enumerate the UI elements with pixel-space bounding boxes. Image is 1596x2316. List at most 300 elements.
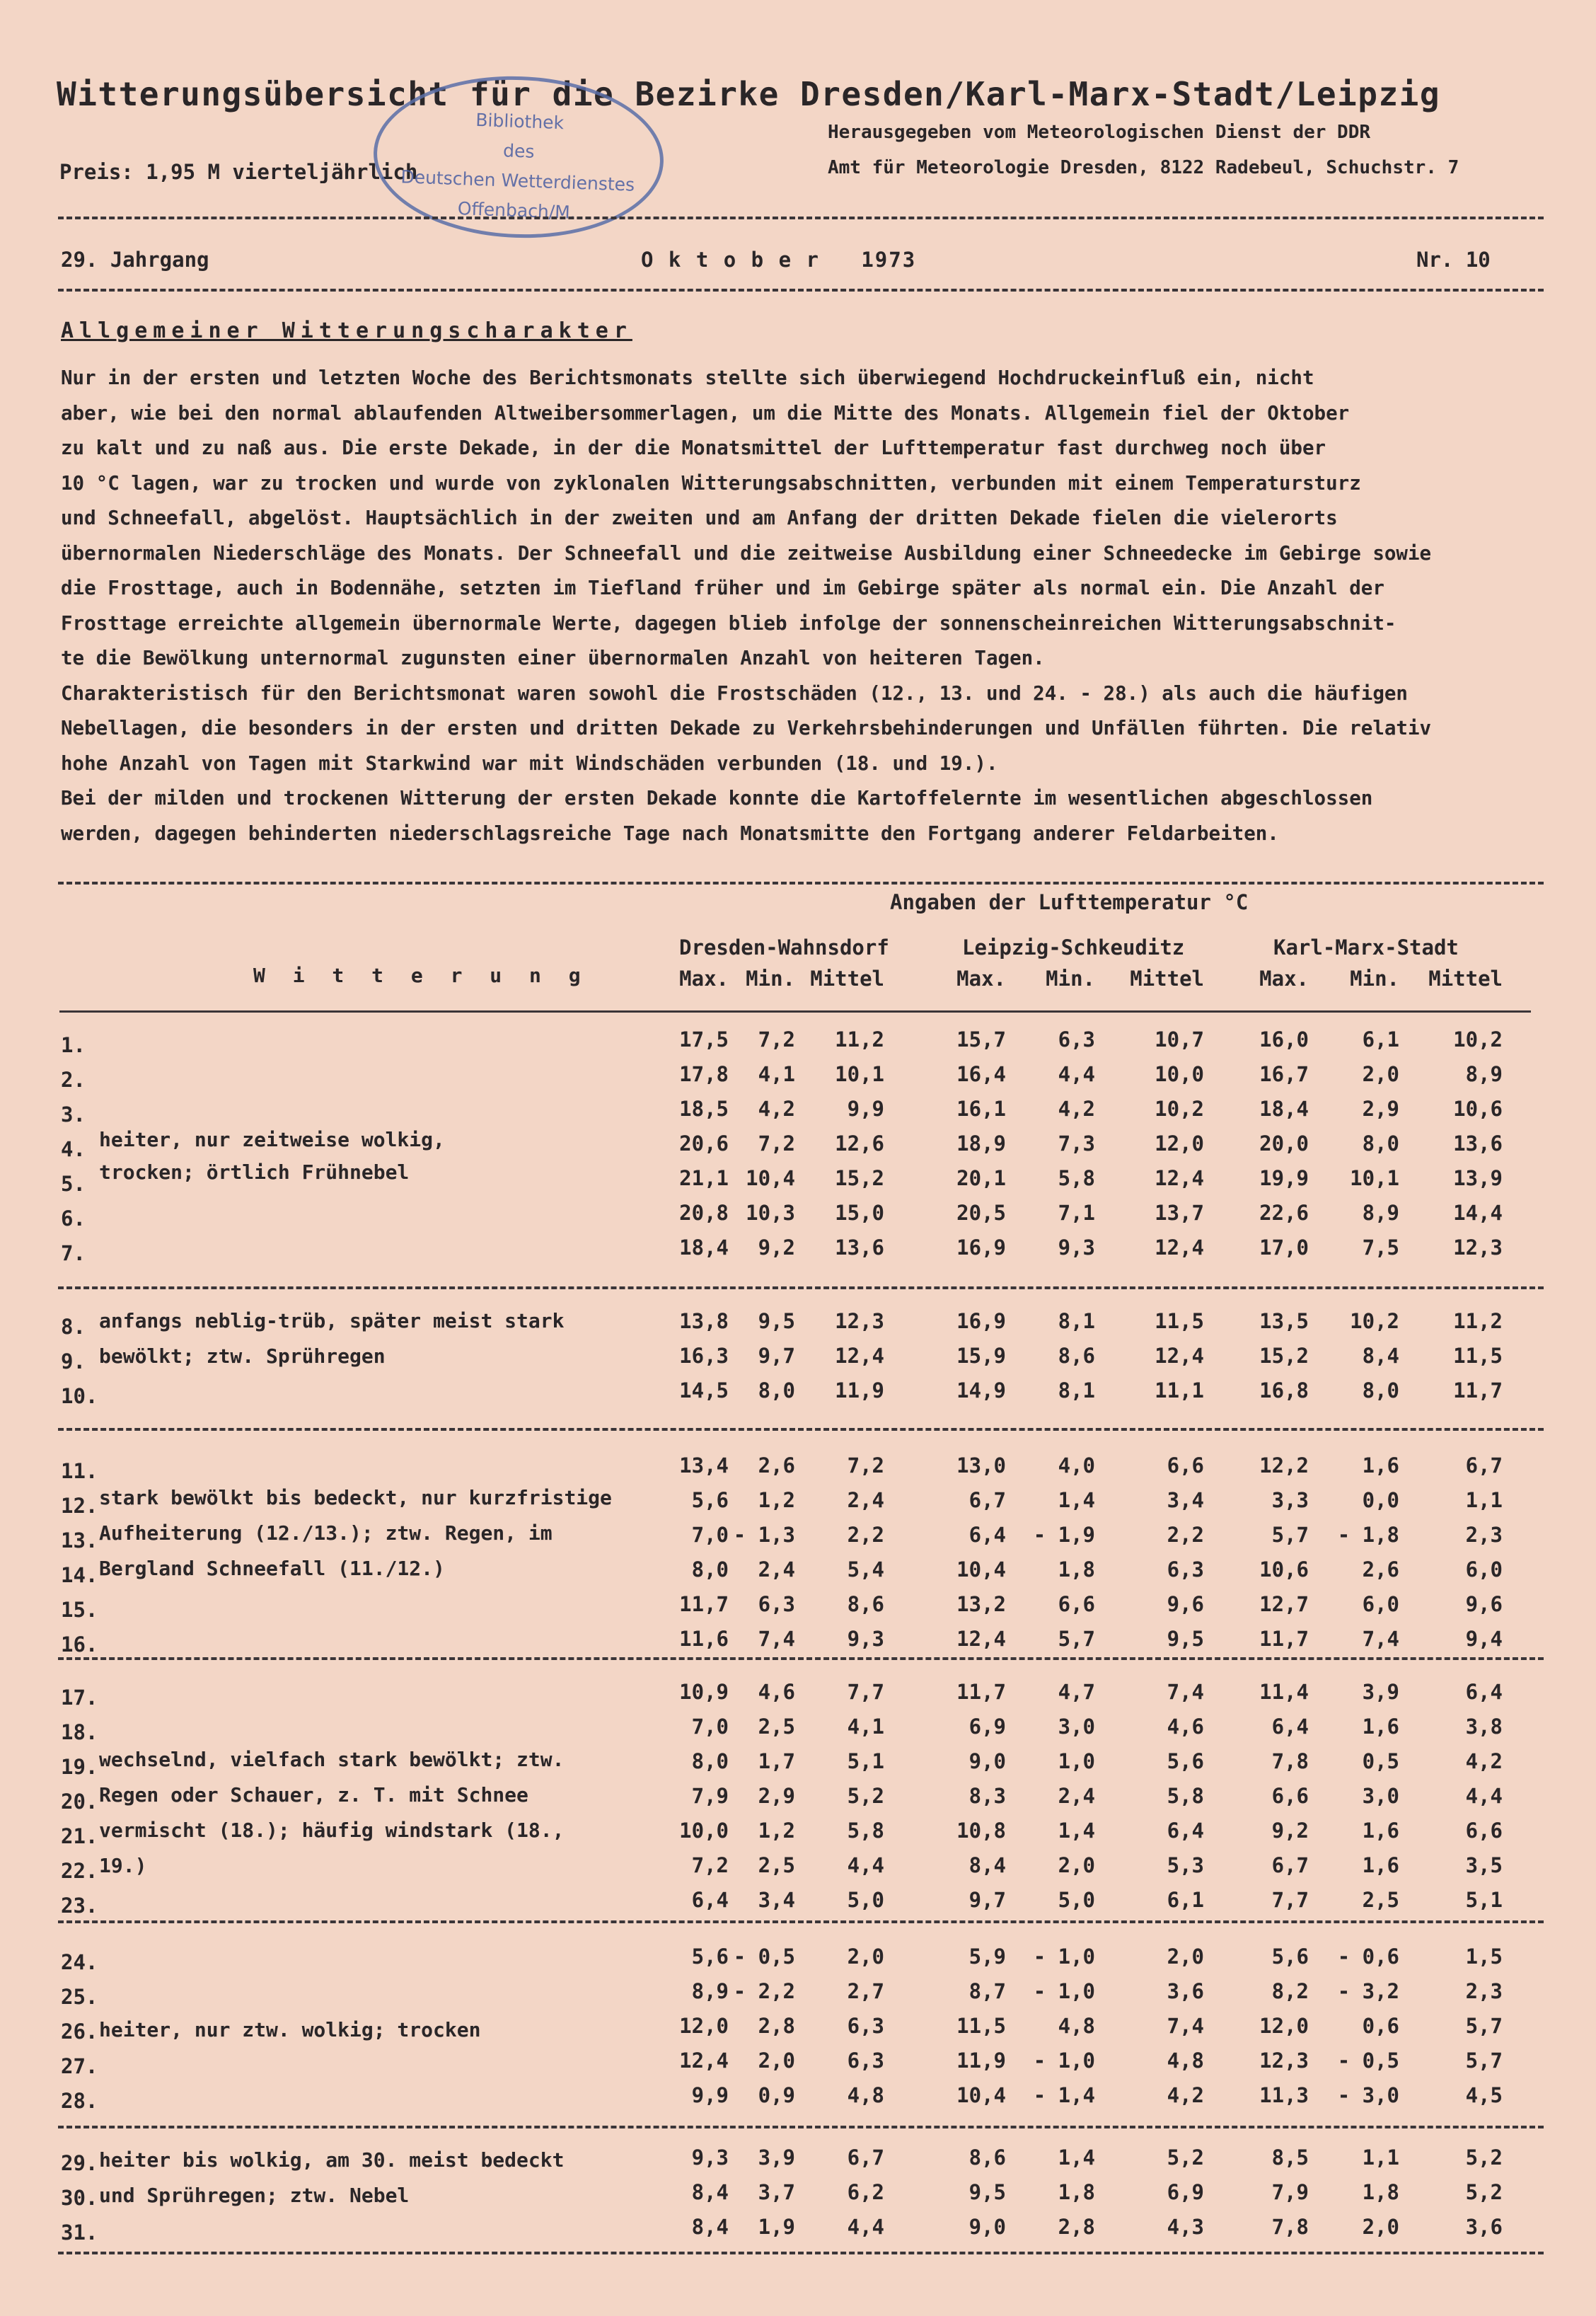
temperature-value: 8,0 (691, 1557, 729, 1582)
day-label: 21. (61, 1824, 98, 1848)
temperature-value: 11,7 (1453, 1378, 1503, 1402)
temperature-value: - 3,0 (1337, 2083, 1399, 2107)
temperature-value: 6,0 (1362, 1592, 1399, 1616)
temperature-value: 12,0 (1259, 2014, 1309, 2038)
temperature-value: 0,6 (1362, 2014, 1399, 2038)
temperature-value: 1,8 (1058, 2180, 1095, 2204)
temperature-value: 4,4 (847, 2215, 884, 2239)
temperature-value: 17,0 (1259, 1235, 1309, 1260)
temperature-value: 12,4 (835, 1344, 884, 1368)
day-label: 12. (61, 1494, 98, 1518)
temperature-value: 8,9 (1465, 1062, 1503, 1086)
temperature-value: 14,9 (956, 1378, 1006, 1402)
temperature-value: 5,6 (691, 1488, 729, 1512)
temperature-value: 1,4 (1058, 2145, 1095, 2170)
temperature-value: - 1,9 (1033, 1523, 1095, 1547)
temperature-value: 9,0 (968, 1749, 1006, 1773)
temperature-value: 7,0 (691, 1523, 729, 1547)
temperature-value: 5,6 (1271, 1945, 1309, 1969)
paragraph-line: Frosttage erreichte allgemein übernormale Werte, dagegen blieb infolge der sonnenscheinreichen Witterungsabschnit- (61, 611, 1396, 635)
temperature-value: 11,5 (956, 2014, 1006, 2038)
temperature-value: 11,6 (679, 1627, 729, 1651)
temperature-value: 10,2 (1350, 1309, 1399, 1333)
temperature-value: 10,6 (1453, 1097, 1503, 1121)
temperature-value: 5,0 (1058, 1888, 1095, 1912)
temperature-value: 2,6 (1362, 1557, 1399, 1582)
temperature-value: 2,5 (758, 1715, 795, 1739)
temperature-value: 8,1 (1058, 1309, 1095, 1333)
station-header: Dresden-Wahnsdorf (679, 935, 889, 960)
temperature-value: 5,2 (1465, 2145, 1503, 2170)
temperature-value: 12,4 (679, 2049, 729, 2073)
group-divider (58, 1920, 1544, 1923)
temperature-value: 8,5 (1271, 2145, 1309, 2170)
temperature-value: 4,8 (1167, 2049, 1204, 2073)
temperature-value: 12,3 (1453, 1235, 1503, 1260)
temperature-value: 7,2 (847, 1453, 884, 1477)
temperature-value: 10,0 (1155, 1062, 1204, 1086)
temperature-value: 8,9 (1362, 1201, 1399, 1225)
temperature-value: 2,6 (758, 1453, 795, 1477)
temperature-value: 16,1 (956, 1097, 1006, 1121)
temperature-value: - 3,2 (1337, 1979, 1399, 2003)
temperature-value: 9,3 (1058, 1235, 1095, 1260)
temperature-value: 18,4 (679, 1235, 729, 1260)
temperature-value: 11,2 (835, 1027, 884, 1052)
temperature-value: 3,5 (1465, 1853, 1503, 1877)
temperature-value: 0,5 (1362, 1749, 1399, 1773)
temperature-value: 8,3 (968, 1784, 1006, 1808)
temperature-value: 2,2 (1167, 1523, 1204, 1547)
temperature-value: 4,4 (847, 1853, 884, 1877)
temperature-value: 10,8 (956, 1819, 1006, 1843)
temperature-value: 7,9 (1271, 2180, 1309, 2204)
temperature-value: 5,7 (1465, 2014, 1503, 2038)
meta-divider (58, 289, 1544, 292)
temperature-value: 6,0 (1465, 1557, 1503, 1582)
temperature-value: 3,7 (758, 2180, 795, 2204)
temperature-value: 10,2 (1453, 1027, 1503, 1052)
witterung-label: W i t t e r u n g (253, 964, 589, 987)
weather-description: stark bewölkt bis bedeckt, nur kurzfristige (99, 1486, 612, 1509)
temperature-value: 6,6 (1271, 1784, 1309, 1808)
weather-description: trocken; örtlich Frühnebel (99, 1160, 410, 1184)
paragraph-line: und Schneefall, abgelöst. Hauptsächlich in der zweiten und am Anfang der dritten Dekade fielen die vielerorts (61, 507, 1338, 529)
temperature-value: 13,2 (956, 1592, 1006, 1616)
temperature-value: 5,7 (1465, 2049, 1503, 2073)
weather-description: heiter, nur zeitweise wolkig, (99, 1128, 445, 1151)
temperature-value: 3,3 (1271, 1488, 1309, 1512)
temperature-value: 11,7 (679, 1592, 729, 1616)
temperature-value: 4,0 (1058, 1453, 1095, 1477)
temperature-value: 7,9 (691, 1784, 729, 1808)
temperature-value: 2,7 (847, 1979, 884, 2003)
temperature-value: 10,6 (1259, 1557, 1309, 1582)
temperature-value: 9,3 (691, 2145, 729, 2170)
temperature-value: 0,9 (758, 2083, 795, 2107)
temperature-value: 7,2 (758, 1131, 795, 1156)
temperature-value: 9,3 (847, 1627, 884, 1651)
temperature-value: - 0,5 (733, 1945, 795, 1969)
temperature-value: 13,6 (1453, 1131, 1503, 1156)
temperature-value: 1,2 (758, 1819, 795, 1843)
paragraph-line: te die Bewölkung unternormal zugunsten einer übernormalen Anzahl von heiteren Tagen. (61, 647, 1045, 669)
temperature-value: 5,8 (847, 1819, 884, 1843)
temperature-value: 2,9 (1362, 1097, 1399, 1121)
day-label: 25. (61, 1985, 98, 2009)
weather-description: vermischt (18.); häufig windstark (18., (99, 1819, 565, 1842)
header-rule (59, 1010, 1531, 1013)
temperature-value: 4,8 (1058, 2014, 1095, 2038)
temperature-value: 5,2 (1167, 2145, 1204, 2170)
column-header: Min. (1046, 967, 1095, 991)
temperature-value: 5,9 (968, 1945, 1006, 1969)
temperature-value: 7,2 (691, 1853, 729, 1877)
temperature-value: 1,6 (1362, 1819, 1399, 1843)
temperature-value: 16,8 (1259, 1378, 1309, 1402)
temperature-value: 15,2 (1259, 1344, 1309, 1368)
weather-character-text (61, 361, 1532, 851)
temperature-value: 17,8 (679, 1062, 729, 1086)
temperature-value: 8,0 (1362, 1131, 1399, 1156)
day-label: 23. (61, 1894, 98, 1918)
temperature-value: 12,0 (1155, 1131, 1204, 1156)
temperature-value: 9,7 (758, 1344, 795, 1368)
temperature-value: 1,7 (758, 1749, 795, 1773)
temperature-value: 6,3 (847, 2014, 884, 2038)
weather-description: Regen oder Schauer, z. T. mit Schnee (99, 1783, 528, 1807)
temperature-value: 4,4 (1465, 1784, 1503, 1808)
day-label: 8. (61, 1315, 86, 1339)
day-label: 2. (61, 1068, 86, 1092)
temperature-value: - 1,3 (733, 1523, 795, 1547)
temperature-value: 7,7 (847, 1680, 884, 1704)
temperature-value: 20,8 (679, 1201, 729, 1225)
temperature-value: 9,6 (1465, 1592, 1503, 1616)
temperature-value: 16,9 (956, 1309, 1006, 1333)
temperature-value: 6,1 (1167, 1888, 1204, 1912)
temperature-value: - 2,2 (733, 1979, 795, 2003)
column-header: Mittel (810, 967, 884, 991)
temperature-value: - 1,0 (1033, 2049, 1095, 2073)
temperature-value: 6,4 (1167, 1819, 1204, 1843)
temperature-value: 6,9 (968, 1715, 1006, 1739)
temperature-value: 12,3 (1259, 2049, 1309, 2073)
temperature-value: 4,2 (1058, 1097, 1095, 1121)
weather-description: und Sprühregen; ztw. Nebel (99, 2184, 410, 2207)
temperature-value: 6,4 (1271, 1715, 1309, 1739)
temperature-value: - 0,5 (1337, 2049, 1399, 2073)
temperature-value: 12,6 (835, 1131, 884, 1156)
temperature-value: 2,4 (1058, 1784, 1095, 1808)
temperature-value: 18,5 (679, 1097, 729, 1121)
header-divider (58, 217, 1544, 219)
temperature-value: 11,4 (1259, 1680, 1309, 1704)
temperature-value: 6,4 (1465, 1680, 1503, 1704)
temperature-value: 16,0 (1259, 1027, 1309, 1052)
paragraph-line: Nur in der ersten und letzten Woche des Berichtsmonats stellte sich überwiegend Hochdruckeinfluß ein, nicht (61, 367, 1314, 389)
temperature-value: 9,5 (758, 1309, 795, 1333)
temperature-value: 13,8 (679, 1309, 729, 1333)
temperature-value: 11,5 (1155, 1309, 1204, 1333)
temperature-value: 1,2 (758, 1488, 795, 1512)
temperature-value: 3,4 (1167, 1488, 1204, 1512)
temperature-value: 1,4 (1058, 1488, 1095, 1512)
weather-description: 19.) (99, 1854, 147, 1877)
paragraph-line: Charakteristisch für den Berichtsmonat waren sowohl die Frostschäden (12., 13. und 24. - 28.) als auch die häufigen (61, 681, 1408, 705)
issue-month: O k t o b e r 1973 (641, 248, 917, 272)
paragraph-line: übernormalen Niederschläge des Monats. Der Schneefall und die zeitweise Ausbildung einer Schneedecke im Gebirge sowie (61, 541, 1432, 565)
temperature-value: - 1,0 (1033, 1945, 1095, 1969)
day-label: 30. (61, 2186, 98, 2210)
temperature-value: 13,7 (1155, 1201, 1204, 1225)
day-label: 10. (61, 1384, 98, 1408)
temperature-value: 3,6 (1465, 2215, 1503, 2239)
temperature-value: 7,1 (1058, 1201, 1095, 1225)
temperature-value: 6,7 (1465, 1453, 1503, 1477)
temperature-value: 2,5 (1362, 1888, 1399, 1912)
day-label: 15. (61, 1598, 98, 1622)
temperature-value: 1,4 (1058, 1819, 1095, 1843)
temperature-value: 7,4 (758, 1627, 795, 1651)
temperature-value: 12,4 (1155, 1166, 1204, 1190)
temperature-value: 7,2 (758, 1027, 795, 1052)
temperature-value: 7,8 (1271, 1749, 1309, 1773)
temperature-value: 10,1 (1350, 1166, 1399, 1190)
paragraph-line: Nebellagen, die besonders in der ersten und dritten Dekade zu Verkehrsbehinderungen und Unfällen führten. Die relativ (61, 717, 1432, 739)
weather-description: anfangs neblig-trüb, später meist stark (99, 1309, 565, 1332)
temperature-value: 2,0 (1362, 1062, 1399, 1086)
temperature-value: 1,1 (1465, 1488, 1503, 1512)
temperature-value: 10,9 (679, 1680, 729, 1704)
temperature-value: 2,4 (847, 1488, 884, 1512)
temperature-value: 8,0 (691, 1749, 729, 1773)
temperature-value: 4,1 (847, 1715, 884, 1739)
temperature-value: 6,9 (1167, 2180, 1204, 2204)
temperature-value: 2,0 (1362, 2215, 1399, 2239)
temperature-value: 5,7 (1271, 1523, 1309, 1547)
weather-description: heiter bis wolkig, am 30. meist bedeckt (99, 2148, 565, 2172)
column-header: Max. (679, 967, 729, 991)
temperature-value: 5,2 (847, 1784, 884, 1808)
station-header: Karl-Marx-Stadt (1273, 935, 1459, 960)
temperature-value: 2,8 (1058, 2215, 1095, 2239)
temperature-value: 11,7 (1259, 1627, 1309, 1651)
weather-description: Aufheiterung (12./13.); ztw. Regen, im (99, 1521, 553, 1545)
temperature-value: 5,3 (1167, 1853, 1204, 1877)
temperature-value: 2,9 (758, 1784, 795, 1808)
temperature-value: 8,6 (968, 2145, 1006, 2170)
temperature-value: 5,7 (1058, 1627, 1095, 1651)
section-heading: Allgemeiner Witterungscharakter (61, 318, 632, 343)
temperature-value: 1,0 (1058, 1749, 1095, 1773)
day-label: 4. (61, 1137, 86, 1161)
day-label: 18. (61, 1720, 98, 1744)
temperature-value: 12,4 (956, 1627, 1006, 1651)
temperature-value: 1,6 (1362, 1853, 1399, 1877)
temperature-value: 12,4 (1155, 1344, 1204, 1368)
temperature-value: 18,4 (1259, 1097, 1309, 1121)
temperature-value: 9,5 (968, 2180, 1006, 2204)
stamp-line-4: Offenbach/M. (457, 198, 577, 223)
weather-description: Bergland Schneefall (11./12.) (99, 1557, 445, 1580)
temperature-value: 4,2 (758, 1097, 795, 1121)
temperature-value: 4,4 (1058, 1062, 1095, 1086)
temperature-value: 5,1 (1465, 1888, 1503, 1912)
temperature-value: 16,9 (956, 1235, 1006, 1260)
weather-description: bewölkt; ztw. Sprühregen (99, 1344, 386, 1368)
temperature-value: 11,2 (1453, 1309, 1503, 1333)
group-divider (58, 2252, 1544, 2254)
temperature-value: 3,6 (1167, 1979, 1204, 2003)
temperature-value: 2,0 (1167, 1945, 1204, 1969)
temperature-value: 6,3 (1058, 1027, 1095, 1052)
temperature-value: 10,7 (1155, 1027, 1204, 1052)
column-header: Max. (1259, 967, 1309, 991)
temperature-value: 2,0 (1058, 1853, 1095, 1877)
temperature-value: 2,0 (847, 1945, 884, 1969)
temperature-value: 9,6 (1167, 1592, 1204, 1616)
temperature-value: 8,9 (691, 1979, 729, 2003)
temperature-value: 6,4 (691, 1888, 729, 1912)
day-label: 28. (61, 2089, 98, 2113)
temperature-value: 3,9 (758, 2145, 795, 2170)
temperature-value: 7,4 (1167, 1680, 1204, 1704)
volume-label: 29. Jahrgang (61, 248, 209, 272)
day-label: 27. (61, 2054, 98, 2078)
temperature-value: 17,5 (679, 1027, 729, 1052)
temperature-value: 12,0 (679, 2014, 729, 2038)
column-header: Max. (956, 967, 1006, 991)
temperature-value: 5,8 (1167, 1784, 1204, 1808)
temperature-value: 16,7 (1259, 1062, 1309, 1086)
temperature-value: 6,2 (847, 2180, 884, 2204)
temperature-value: 18,9 (956, 1131, 1006, 1156)
temperature-value: 21,1 (679, 1166, 729, 1190)
temperature-value: 10,2 (1155, 1097, 1204, 1121)
temperature-value: 8,6 (1058, 1344, 1095, 1368)
day-label: 6. (61, 1206, 86, 1231)
temperature-value: 9,2 (1271, 1819, 1309, 1843)
stamp-line-2: des (502, 140, 535, 162)
paragraph-line: aber, wie bei den normal ablaufenden Altweibersommerlagen, um die Mitte des Monats. Allgemein fiel der Oktober (61, 401, 1350, 425)
temperature-value: 6,7 (1271, 1853, 1309, 1877)
temperature-value: 4,1 (758, 1062, 795, 1086)
temperature-value: 20,0 (1259, 1131, 1309, 1156)
temperature-value: 2,2 (847, 1523, 884, 1547)
temperature-value: 15,2 (835, 1166, 884, 1190)
temperature-value: 16,3 (679, 1344, 729, 1368)
temperature-heading: Angaben der Lufttemperatur °C (890, 890, 1249, 914)
day-label: 22. (61, 1859, 98, 1883)
temperature-value: 14,5 (679, 1378, 729, 1402)
temperature-value: 11,3 (1259, 2083, 1309, 2107)
stamp-line-3: Deutschen Wetterdienstes (400, 166, 635, 195)
temperature-value: 3,8 (1465, 1715, 1503, 1739)
weather-description: heiter, nur ztw. wolkig; trocken (99, 2018, 481, 2041)
day-label: 13. (61, 1528, 98, 1552)
temperature-value: - 1,0 (1033, 1979, 1095, 2003)
temperature-value: 6,6 (1465, 1819, 1503, 1843)
temperature-value: 11,9 (956, 2049, 1006, 2073)
temperature-value: 12,4 (1155, 1235, 1204, 1260)
temperature-value: 3,0 (1362, 1784, 1399, 1808)
temperature-value: 5,6 (1167, 1749, 1204, 1773)
temperature-value: 1,8 (1362, 2180, 1399, 2204)
temperature-value: 6,6 (1167, 1453, 1204, 1477)
temperature-value: 4,2 (1167, 2083, 1204, 2107)
temperature-value: 5,8 (1058, 1166, 1095, 1190)
column-header: Min. (1350, 967, 1399, 991)
temperature-value: 7,8 (1271, 2215, 1309, 2239)
day-label: 31. (61, 2220, 98, 2245)
temperature-value: 20,6 (679, 1131, 729, 1156)
temperature-value: 6,7 (968, 1488, 1006, 1512)
paragraph-line: Bei der milden und trockenen Witterung der ersten Dekade konnte die Kartoffelernte im wesentlichen abgeschlossen (61, 787, 1373, 810)
temperature-value: 7,4 (1167, 2014, 1204, 2038)
temperature-value: 13,5 (1259, 1309, 1309, 1333)
temperature-value: 8,6 (847, 1592, 884, 1616)
temperature-value: 7,5 (1362, 1235, 1399, 1260)
temperature-value: 3,4 (758, 1888, 795, 1912)
group-divider (58, 1428, 1544, 1431)
temperature-value: 4,2 (1465, 1749, 1503, 1773)
temperature-value: 15,9 (956, 1344, 1006, 1368)
paragraph-line: hohe Anzahl von Tagen mit Starkwind war mit Windschäden verbunden (18. und 19.). (61, 751, 998, 775)
temperature-value: 5,6 (691, 1945, 729, 1969)
temperature-value: 9,9 (691, 2083, 729, 2107)
station-header: Leipzig-Schkeuditz (962, 935, 1185, 960)
stamp-line-1: Bibliothek (475, 109, 565, 134)
temperature-value: 9,7 (968, 1888, 1006, 1912)
temperature-value: 5,0 (847, 1888, 884, 1912)
temperature-value: 5,4 (847, 1557, 884, 1582)
temperature-value: 4,6 (1167, 1715, 1204, 1739)
temperature-value: 9,4 (1465, 1627, 1503, 1651)
temperature-value: 4,7 (1058, 1680, 1095, 1704)
day-label: 11. (61, 1459, 98, 1483)
temperature-value: 7,4 (1362, 1627, 1399, 1651)
group-divider (58, 1657, 1544, 1660)
day-label: 19. (61, 1755, 98, 1779)
temperature-value: 16,4 (956, 1062, 1006, 1086)
temperature-value: 8,0 (1362, 1378, 1399, 1402)
day-label: 29. (61, 2151, 98, 2175)
day-label: 9. (61, 1349, 86, 1373)
office-address: Amt für Meteorologie Dresden, 8122 Radebeul, Schuchstr. 7 (828, 157, 1459, 178)
temperature-value: 6,3 (1167, 1557, 1204, 1582)
temperature-value: - 0,6 (1337, 1945, 1399, 1969)
day-label: 1. (61, 1033, 86, 1057)
temperature-value: 1,6 (1362, 1715, 1399, 1739)
day-label: 3. (61, 1102, 86, 1127)
temperature-value: 8,4 (1362, 1344, 1399, 1368)
paragraph-line: werden, dagegen behinderten niederschlagsreiche Tage nach Monatsmitte den Fortgang anderer Feldarbeiten. (61, 822, 1279, 845)
paragraph-line: die Frosttage, auch in Bodennähe, setzten im Tiefland früher und im Gebirge später als normal ein. Die Anzahl der (61, 577, 1384, 599)
temperature-value: 13,9 (1453, 1166, 1503, 1190)
temperature-value: 5,1 (847, 1749, 884, 1773)
temperature-value: 4,8 (847, 2083, 884, 2107)
temperature-value: - 1,4 (1033, 2083, 1095, 2107)
temperature-value: 1,6 (1362, 1453, 1399, 1477)
temperature-value: 10,4 (956, 1557, 1006, 1582)
temperature-value: 7,7 (1271, 1888, 1309, 1912)
temperature-value: 13,6 (835, 1235, 884, 1260)
temperature-value: 12,2 (1259, 1453, 1309, 1477)
temperature-value: 12,7 (1259, 1592, 1309, 1616)
temperature-value: 11,9 (835, 1378, 884, 1402)
temperature-value: 12,3 (835, 1309, 884, 1333)
